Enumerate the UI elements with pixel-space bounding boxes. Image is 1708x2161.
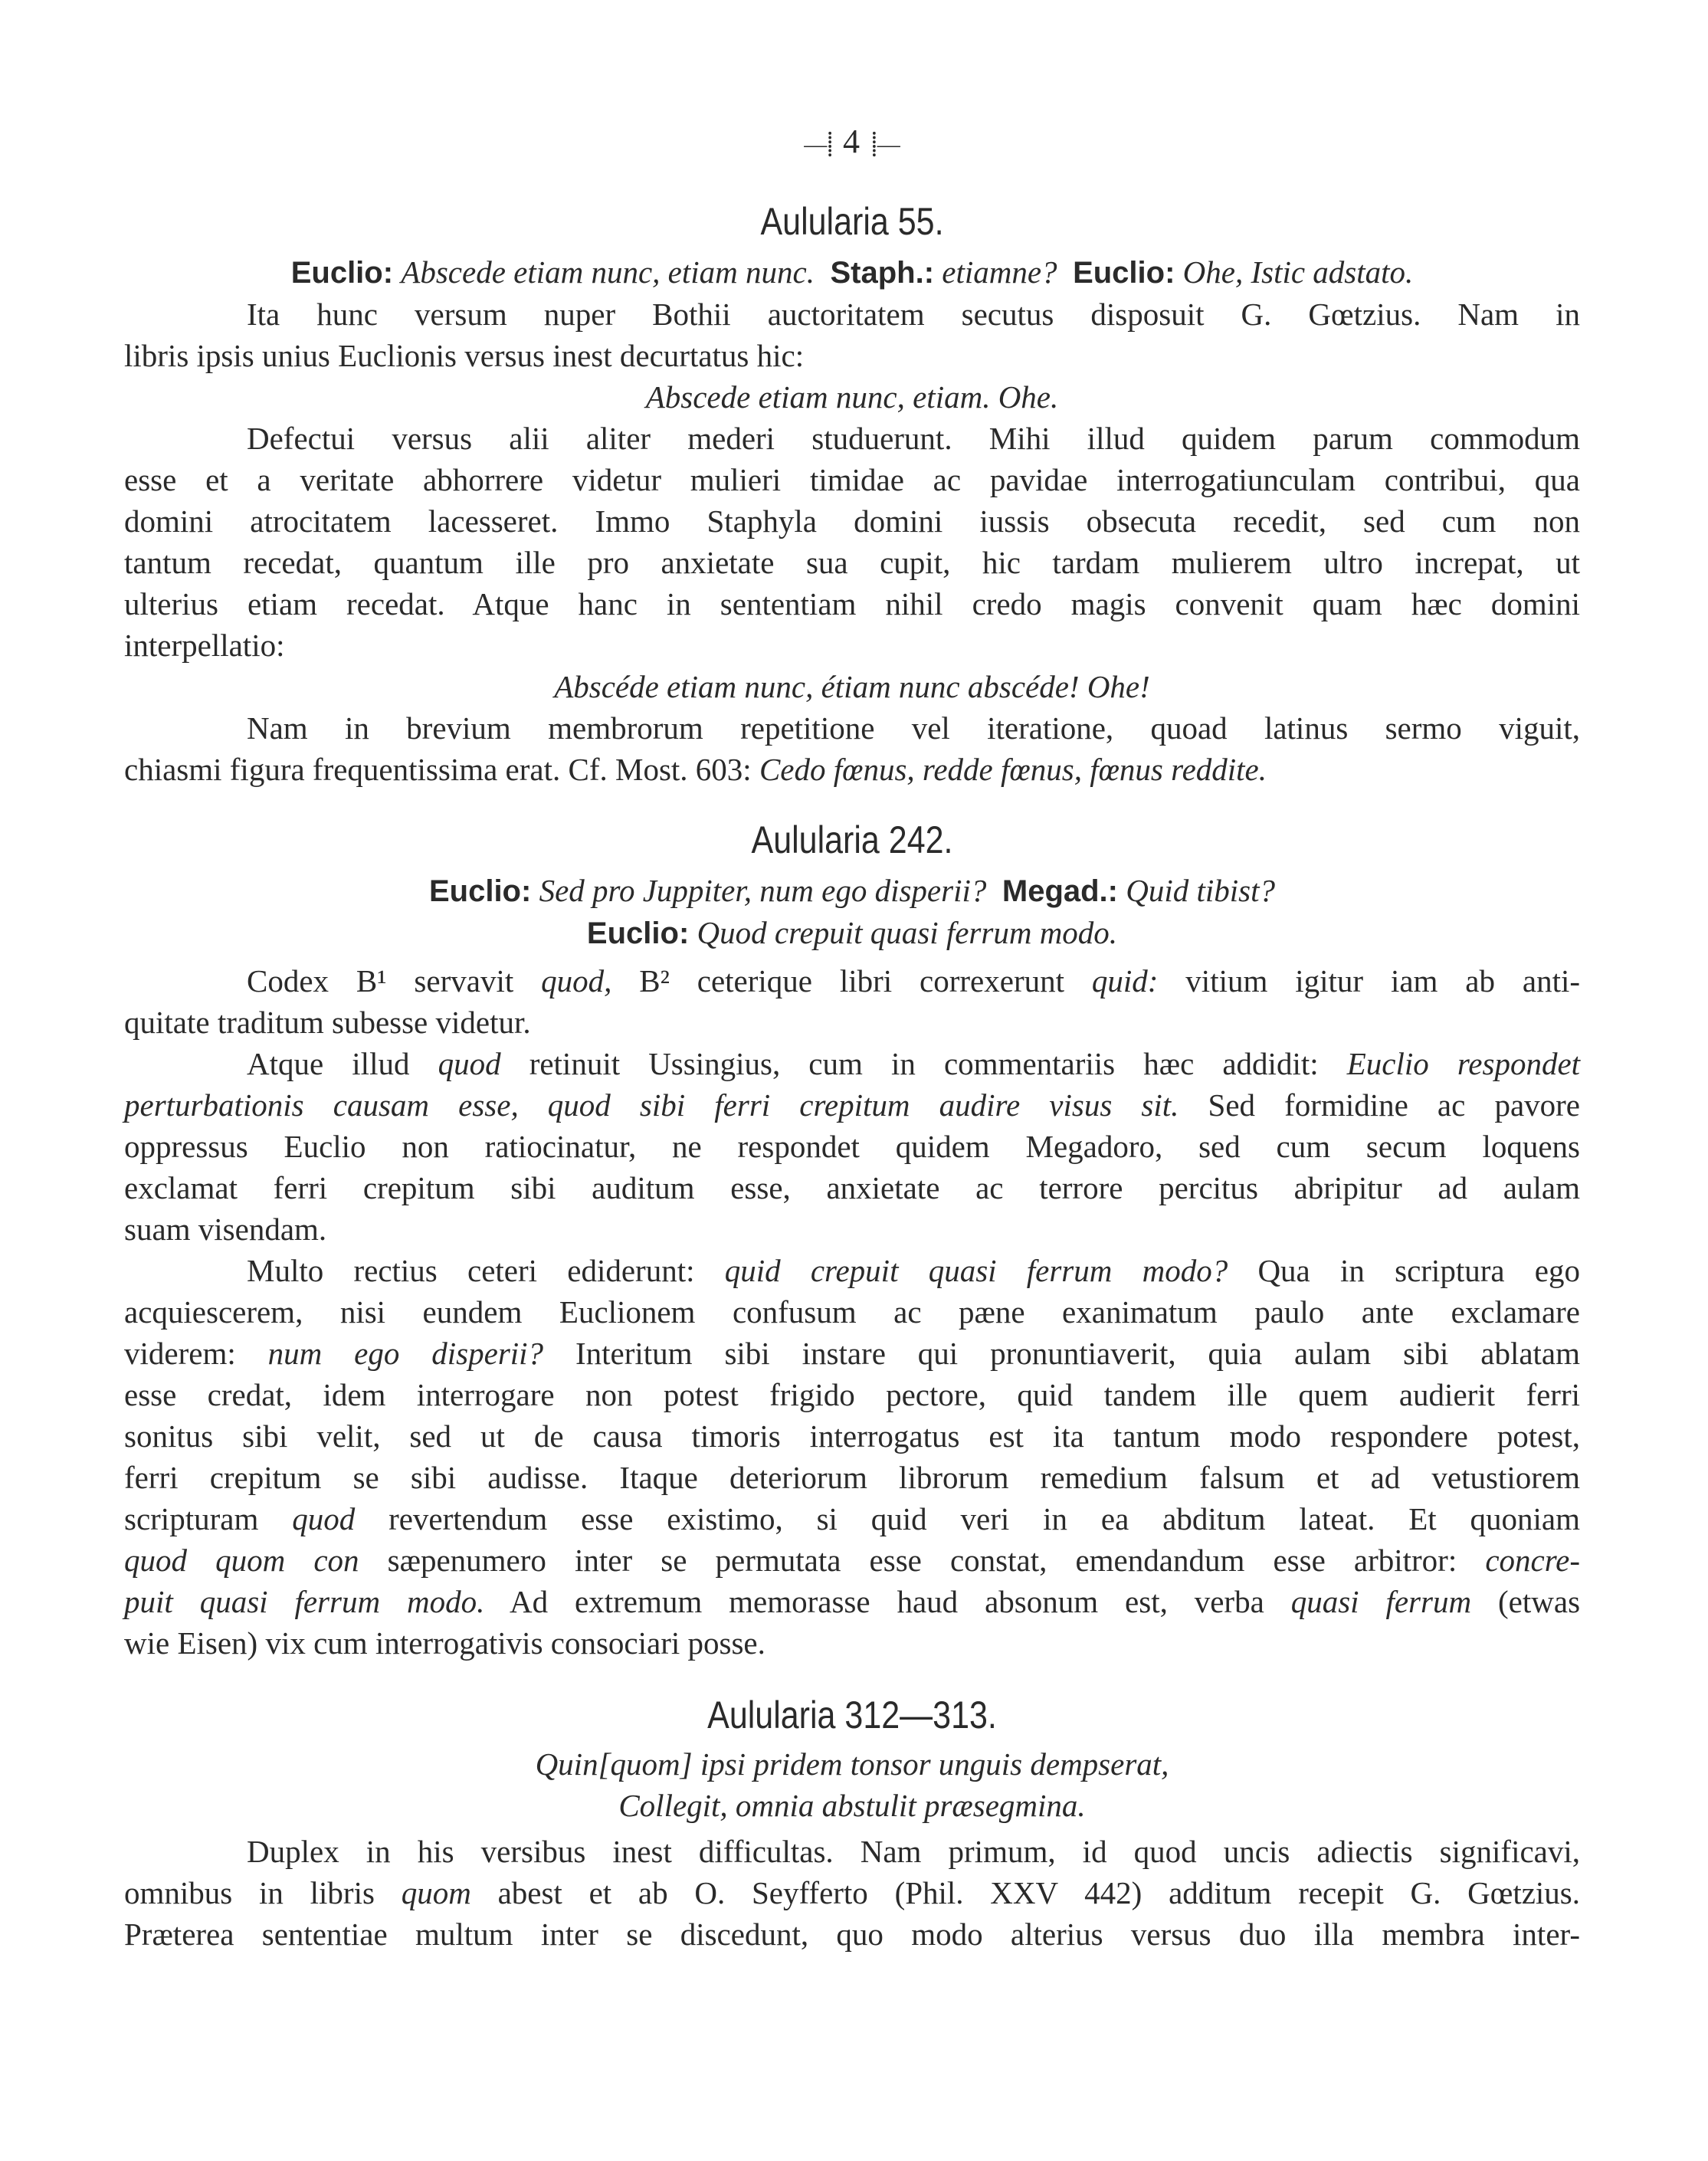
section-heading: Aulularia 242. [751,818,953,861]
section-heading: Aulularia 55. [760,200,944,243]
text-line: scripturam quod revertendum esse existimo, si quid veri in ea abditum lateat. Et quoniam [124,1501,1581,1536]
text-line: omnibus in libris quom abest et ab O. Seyfferto (Phil. XXV 442) additum recepit G. Gœtzius. [124,1875,1581,1910]
text-line: wie Eisen) vix cum interrogativis consociari posse. [124,1625,765,1661]
quotation: Abscede etiam nunc, etiam. Ohe. [645,379,1059,415]
page-number-header [124,115,1580,176]
text-line: oppressus Euclio non ratiocinatur, ne respondet quidem Megadoro, sed cum secum loquens [124,1129,1580,1164]
page-body [124,115,1580,1955]
text-line: quod quom con sæpenumero inter se permutata esse constat, emendandum esse arbitror: concre- [124,1543,1581,1578]
ornament-left: —⸽ [804,131,833,157]
text-line: Multo rectius ceteri ediderunt: quid crepuit quasi ferrum modo? Qua in scriptura ego [247,1253,1580,1288]
speaker: Staph.: [830,256,935,290]
text-line: esse et a veritate abhorrere videtur mulieri timidae ac pavidae interrogatiunculam contribui, qua [124,462,1580,497]
speaker: Euclio: [586,917,690,950]
text-line: exclamat ferri crepitum sibi auditum esse, anxietate ac terrore percitus abripitur ad aulam [124,1170,1580,1205]
text-line: domini atrocitatem lacesseret. Immo Staphyla domini iussis obsecuta recedit, sed cum non [124,503,1580,539]
text-line: Codex B¹ servavit quod, B² ceterique libri correxerunt quid: vitium igitur iam ab anti- [247,963,1580,999]
verse-line: Quin[quom] ipsi pridem tonsor unguis dempserat, [535,1746,1169,1782]
speaker: Euclio: [290,256,394,290]
text-line: esse credat, idem interrogare non potest frigido pectore, quid tandem ille quem audierit ferri [124,1377,1580,1412]
verse-text: Quid tibist? [1126,873,1276,908]
verse-line [124,870,1580,912]
text-line: Duplex in his versibus inest difficultas. Nam primum, id quod uncis adiectis significavi, [247,1834,1580,1869]
verse-line: Collegit, omnia abstulit præsegmina. [618,1788,1086,1823]
text-line: interpellatio: [124,628,285,663]
speaker: Euclio: [1073,256,1175,290]
ornament-right: ⸽— [871,131,900,157]
text-line: tantum recedat, quantum ille pro anxietate sua cupit, hic tardam mulierem ultro increpat, ut [124,545,1580,580]
quotation: Abscéde etiam nunc, étiam nunc abscéde! Ohe! [554,669,1150,704]
text-line: puit quasi ferrum modo. Ad extremum memorasse haud absonum est, verba quasi ferrum (etwas [124,1584,1581,1619]
text-line: suam visendam. [124,1212,327,1247]
text-line: Nam in brevium membrorum repetitione vel iteratione, quoad latinus sermo viguit, [247,710,1580,746]
text-line: libris ipsis unius Euclionis versus inest decurtatus hic: [124,338,805,373]
verse-text: Sed pro Juppiter, num ego disperii? [539,873,987,908]
text-line: Ita hunc versum nuper Bothii auctoritatem secutus disposuit G. Gœtzius. Nam in [247,297,1580,332]
verse-text: etiamne? [942,254,1057,290]
text-line: quitate traditum subesse videtur. [124,1005,531,1040]
verse-text: Quod crepuit quasi ferrum modo. [697,915,1118,950]
verse-text: Abscede etiam nunc, etiam nunc. [401,254,815,290]
text-line: Atque illud quod retinuit Ussingius, cum in commentariis hæc addidit: Euclio respondet [247,1046,1581,1081]
text-line: Defectui versus alii aliter mederi studuerunt. Mihi illud quidem parum commodum [247,421,1580,456]
text-line: chiasmi figura frequentissima erat. Cf. Most. 603: Cedo fœnus, redde fœnus, fœnus reddite. [124,752,1267,787]
speaker: Megad.: [1002,874,1118,908]
speaker: Euclio: [428,874,532,908]
text-line: Præterea sententiae multum inter se discedunt, quo modo alterius versus duo illa membra inter- [124,1917,1580,1952]
verse-line [124,251,1580,293]
page-number: 4 [843,123,861,160]
text-line: ulterius etiam recedat. Atque hanc in sententiam nihil credo magis convenit quam hæc domini [124,586,1580,621]
text-line: viderem: num ego disperii? Interitum sibi instare qui pronuntiaverit, quia aulam sibi ablatam [124,1336,1581,1371]
text-line: sonitus sibi velit, sed ut de causa timoris interrogatus est ita tantum modo respondere potest, [124,1418,1580,1454]
verse-text: Ohe, Istic adstato. [1182,254,1414,290]
text-line: ferri crepitum se sibi audisse. Itaque deteriorum librorum remedium falsum et ad vetustiorem [124,1460,1580,1495]
text-line: perturbationis causam esse, quod sibi ferri crepitum audire visus sit. Sed formidine ac pavore [124,1087,1580,1123]
text-line: acquiescerem, nisi eundem Euclionem confusum ac pæne exanimatum paulo ante exclamare [124,1294,1580,1330]
verse-line [124,912,1580,954]
section-heading: Aulularia 312—313. [707,1694,997,1736]
